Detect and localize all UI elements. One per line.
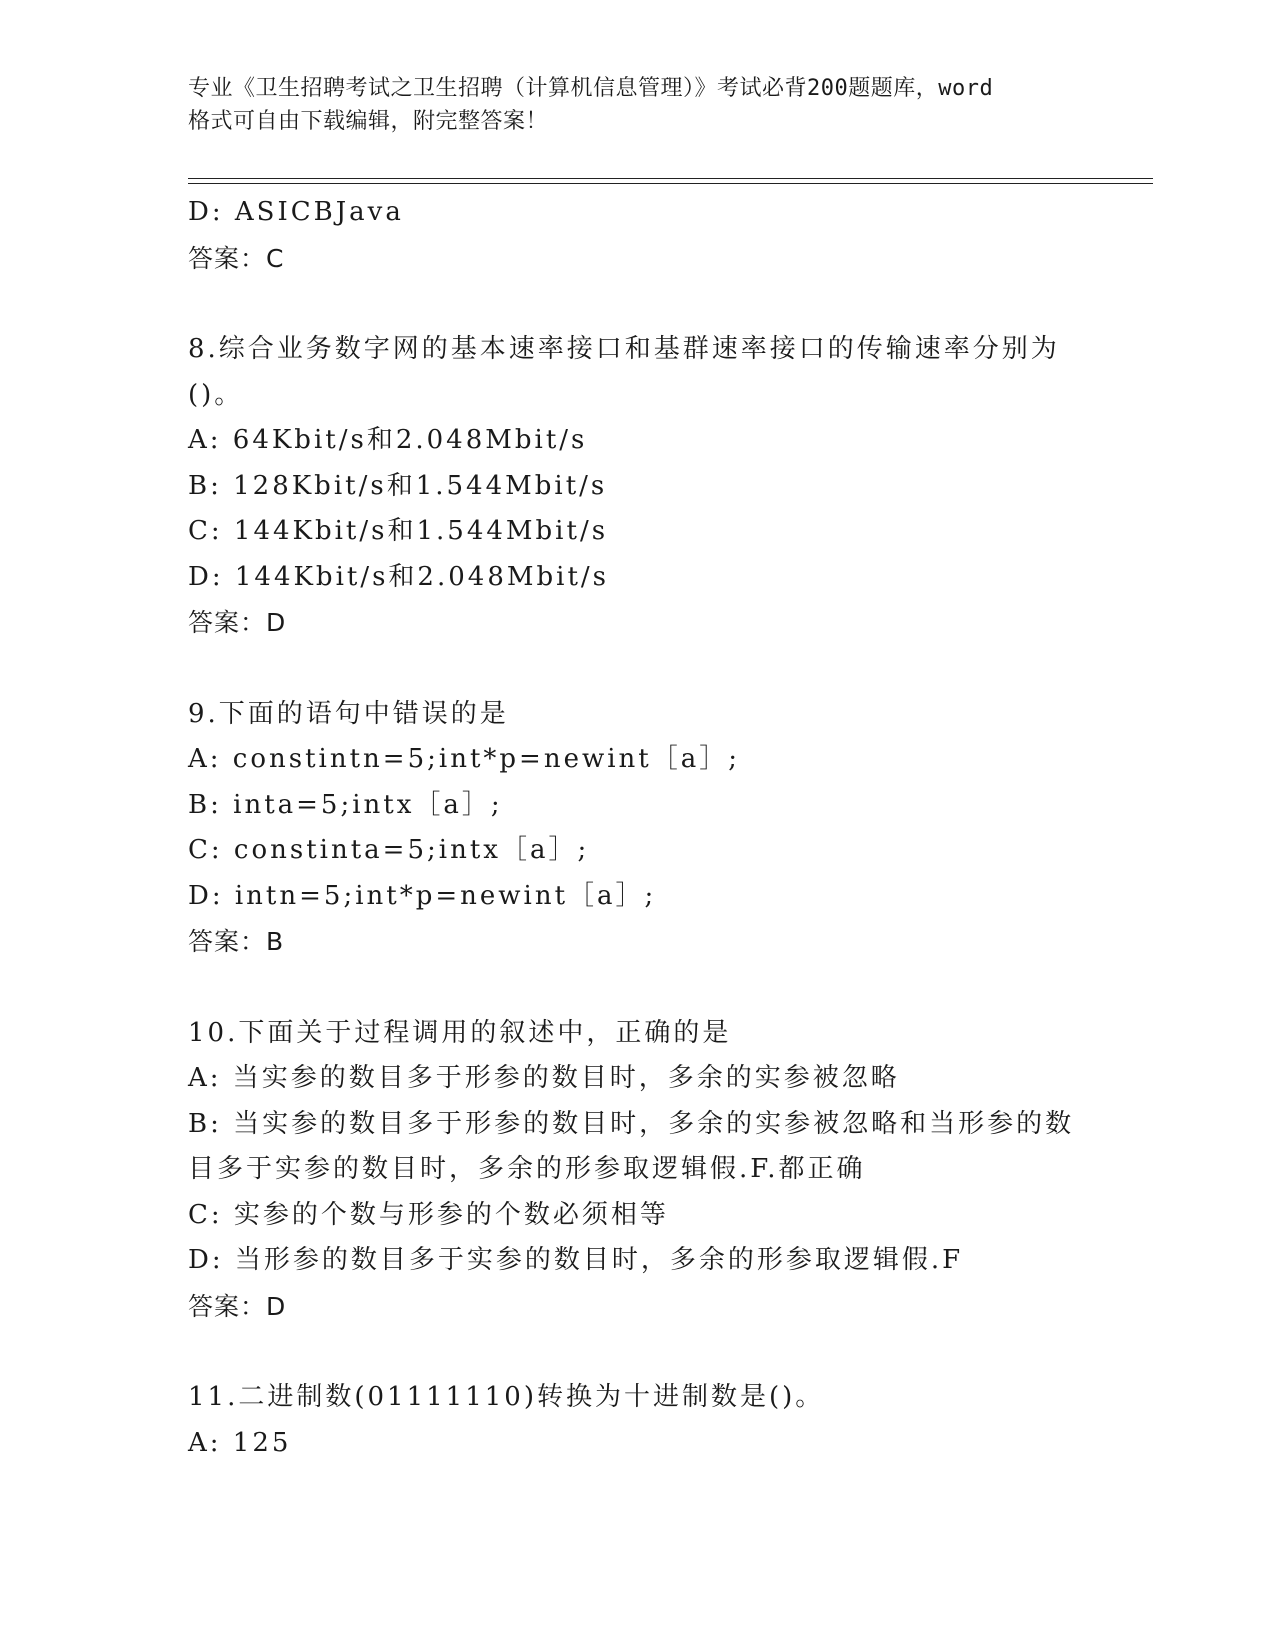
question-stem: 10.下面关于过程调用的叙述中，正确的是: [188, 1017, 732, 1048]
question-8: [188, 327, 1088, 646]
option-b-cont: 目多于实参的数目时，多余的形参取逻辑假.F.都正确: [188, 1154, 866, 1184]
option-a: A: 当实参的数目多于形参的数目时，多余的实参被忽略: [188, 1063, 900, 1093]
option-b: B: 当实参的数目多于形参的数目时，多余的实参被忽略和当形参的数: [188, 1108, 1075, 1139]
answer-line: 答案：C: [188, 243, 285, 273]
answer-line: 答案：D: [188, 608, 287, 637]
question-list: [188, 190, 1088, 1466]
option-a: A: constintn=5;int*p=newint［a］;: [188, 744, 740, 774]
question-10: [188, 1011, 1088, 1330]
spacer: [188, 1329, 1088, 1375]
option-d: D: intn=5;int*p=newint［a］;: [188, 880, 657, 911]
header-divider-top: [188, 178, 1153, 179]
option-b: B: 128Kbit/s和1.544Mbit/s: [188, 470, 608, 501]
question-stem: 8.综合业务数字网的基本速率接口和基群速率接口的传输速率分别为: [188, 334, 1060, 364]
option-c: C: 144Kbit/s和1.544Mbit/s: [188, 516, 609, 546]
question-9: [188, 692, 1088, 965]
question-stem-cont: ()。: [188, 379, 244, 410]
option-b: B: inta=5;intx［a］;: [188, 789, 503, 820]
option-a: A: 64Kbit/s和2.048Mbit/s: [188, 425, 588, 455]
option-d: D: ASICBJava: [188, 197, 404, 227]
option-d: D: 144Kbit/s和2.048Mbit/s: [188, 561, 609, 592]
option-d: D: 当形参的数目多于实参的数目时，多余的形参取逻辑假.F: [188, 1245, 964, 1275]
header-line-2: 格式可自由下载编辑，附完整答案！: [188, 109, 549, 134]
header-line-1: 专业《卫生招聘考试之卫生招聘（计算机信息管理）》考试必背200题题库，word: [188, 76, 994, 101]
question-11: [188, 1375, 1088, 1466]
option-a: A: 125: [188, 1427, 292, 1458]
question-stem: 11.二进制数(01111110)转换为十进制数是()。: [188, 1382, 825, 1412]
document-header: [188, 72, 1088, 138]
question-stem: 9.下面的语句中错误的是: [188, 698, 509, 729]
option-c: C: 实参的个数与形参的个数必须相等: [188, 1199, 669, 1230]
header-divider-bottom: [188, 183, 1153, 184]
prev-question-tail: [188, 190, 1088, 281]
option-c: C: constinta=5;intx［a］;: [188, 835, 590, 865]
answer-line: 答案：B: [188, 927, 285, 956]
spacer: [188, 281, 1088, 327]
spacer: [188, 646, 1088, 692]
spacer: [188, 965, 1088, 1011]
answer-line: 答案：D: [188, 1291, 287, 1321]
